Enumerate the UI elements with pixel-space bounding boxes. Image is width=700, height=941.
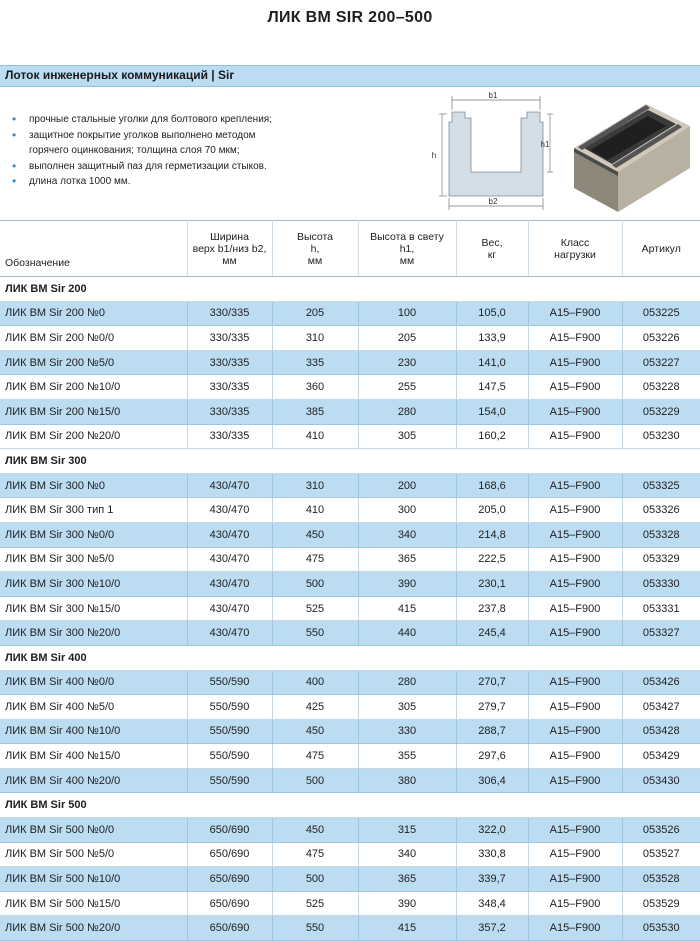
table-cell: 330: [358, 719, 456, 744]
table-cell: 425: [272, 695, 358, 720]
table-cell: 330/335: [187, 375, 272, 400]
table-cell: ЛИК ВМ Sir 200 №5/0: [0, 350, 187, 375]
table-cell: 200: [358, 473, 456, 498]
channel-cross-section-diagram: [425, 92, 557, 212]
table-cell: 245,4: [456, 621, 528, 646]
table-cell: 330/335: [187, 350, 272, 375]
table-cell: A15–F900: [528, 473, 622, 498]
table-cell: ЛИК ВМ Sir 400 №15/0: [0, 744, 187, 769]
table-cell: 306,4: [456, 768, 528, 793]
table-cell: 214,8: [456, 522, 528, 547]
table-cell: 410: [272, 424, 358, 449]
table-cell: ЛИК ВМ Sir 300 №10/0: [0, 572, 187, 597]
column-header-line: мм: [188, 255, 272, 267]
table-cell: 280: [358, 670, 456, 695]
table-cell: A15–F900: [528, 695, 622, 720]
table-row: [0, 498, 700, 523]
table-cell: 053527: [622, 842, 700, 867]
table-cell: 305: [358, 695, 456, 720]
table-cell: 330/335: [187, 326, 272, 351]
table-cell: 053226: [622, 326, 700, 351]
dim-b2-label: b2: [489, 197, 498, 206]
table-cell: 279,7: [456, 695, 528, 720]
table-cell: ЛИК ВМ Sir 200 №0/0: [0, 326, 187, 351]
table-cell: 400: [272, 670, 358, 695]
table-row: [0, 473, 700, 498]
column-header-line: Высота: [273, 231, 358, 243]
table-cell: 650/690: [187, 818, 272, 843]
table-cell: 053227: [622, 350, 700, 375]
table-row: [0, 867, 700, 892]
table-cell: 168,6: [456, 473, 528, 498]
table-cell: 450: [272, 522, 358, 547]
table-row: [0, 301, 700, 326]
table-cell: 340: [358, 842, 456, 867]
table-cell: 053430: [622, 768, 700, 793]
table-cell: 330/335: [187, 301, 272, 326]
table-cell: 053325: [622, 473, 700, 498]
table-cell: 415: [358, 596, 456, 621]
table-cell: 650/690: [187, 867, 272, 892]
table-cell: ЛИК ВМ Sir 500 №15/0: [0, 891, 187, 916]
table-cell: ЛИК ВМ Sir 300 тип 1: [0, 498, 187, 523]
table-cell: 053327: [622, 621, 700, 646]
table-cell: 430/470: [187, 498, 272, 523]
table-cell: 053428: [622, 719, 700, 744]
table-cell: 475: [272, 744, 358, 769]
table-cell: 053426: [622, 670, 700, 695]
table-cell: 310: [272, 473, 358, 498]
table-cell: 415: [358, 916, 456, 941]
table-cell: ЛИК ВМ Sir 400 №5/0: [0, 695, 187, 720]
table-cell: 310: [272, 326, 358, 351]
table-cell: A15–F900: [528, 547, 622, 572]
table-cell: 475: [272, 842, 358, 867]
column-header: [272, 221, 358, 277]
table-cell: 053429: [622, 744, 700, 769]
table-cell: ЛИК ВМ Sir 300 №5/0: [0, 547, 187, 572]
column-header: [187, 221, 272, 277]
table-cell: 339,7: [456, 867, 528, 892]
table-cell: 450: [272, 818, 358, 843]
table-cell: 650/690: [187, 842, 272, 867]
table-cell: 500: [272, 867, 358, 892]
table-row: [0, 596, 700, 621]
table-cell: 330/335: [187, 399, 272, 424]
group-title: ЛИК ВМ Sir 400: [0, 645, 700, 670]
table-cell: A15–F900: [528, 399, 622, 424]
table-cell: 053528: [622, 867, 700, 892]
table-cell: 550: [272, 916, 358, 941]
table-cell: 053326: [622, 498, 700, 523]
table-cell: 335: [272, 350, 358, 375]
table-cell: 053530: [622, 916, 700, 941]
table-row: [0, 621, 700, 646]
table-cell: 147,5: [456, 375, 528, 400]
column-header: [528, 221, 622, 277]
dim-h-label: h: [432, 151, 436, 160]
table-cell: 340: [358, 522, 456, 547]
table-cell: 053329: [622, 547, 700, 572]
table-cell: A15–F900: [528, 768, 622, 793]
section-band: [0, 65, 700, 87]
table-cell: A15–F900: [528, 818, 622, 843]
group-header-row: [0, 793, 700, 818]
table-cell: 053526: [622, 818, 700, 843]
table-cell: 550/590: [187, 695, 272, 720]
table-cell: 154,0: [456, 399, 528, 424]
table-cell: 385: [272, 399, 358, 424]
table-cell: 500: [272, 572, 358, 597]
table-cell: 205,0: [456, 498, 528, 523]
table-row: [0, 572, 700, 597]
table-cell: 390: [358, 891, 456, 916]
dim-b1-label: b1: [489, 92, 498, 100]
column-header: [456, 221, 528, 277]
table-cell: A15–F900: [528, 498, 622, 523]
column-header-line: Класс: [529, 237, 622, 249]
table-cell: 550/590: [187, 768, 272, 793]
table-cell: 550: [272, 621, 358, 646]
table-row: [0, 326, 700, 351]
table-cell: A15–F900: [528, 670, 622, 695]
table-cell: 297,6: [456, 744, 528, 769]
table-cell: ЛИК ВМ Sir 300 №0/0: [0, 522, 187, 547]
table-cell: 550/590: [187, 670, 272, 695]
table-cell: 380: [358, 768, 456, 793]
column-header-line: Высота в свету: [359, 231, 456, 243]
table-cell: 550/590: [187, 744, 272, 769]
table-cell: 525: [272, 596, 358, 621]
table-row: [0, 399, 700, 424]
group-title: ЛИК ВМ Sir 200: [0, 277, 700, 302]
table-cell: 357,2: [456, 916, 528, 941]
feature-item: • выполнен защитный паз для герметизации стыков.: [12, 159, 272, 175]
table-cell: ЛИК ВМ Sir 400 №10/0: [0, 719, 187, 744]
table-cell: 133,9: [456, 326, 528, 351]
table-cell: 410: [272, 498, 358, 523]
column-header-line: Ширина: [188, 231, 272, 243]
table-cell: A15–F900: [528, 744, 622, 769]
table-row: [0, 744, 700, 769]
column-header-line: h1,: [359, 243, 456, 255]
feature-list: [12, 112, 272, 190]
table-row: [0, 842, 700, 867]
table-cell: A15–F900: [528, 301, 622, 326]
column-header: [0, 221, 187, 277]
group-title: ЛИК ВМ Sir 300: [0, 449, 700, 474]
table-cell: 360: [272, 375, 358, 400]
table-row: [0, 891, 700, 916]
table-cell: 475: [272, 547, 358, 572]
table-cell: ЛИК ВМ Sir 400 №20/0: [0, 768, 187, 793]
table-cell: 222,5: [456, 547, 528, 572]
table-row: [0, 522, 700, 547]
column-header: [358, 221, 456, 277]
table-cell: A15–F900: [528, 842, 622, 867]
table-cell: 100: [358, 301, 456, 326]
group-title: ЛИК ВМ Sir 500: [0, 793, 700, 818]
table-cell: 160,2: [456, 424, 528, 449]
table-cell: A15–F900: [528, 867, 622, 892]
table-cell: 288,7: [456, 719, 528, 744]
group-header-row: [0, 449, 700, 474]
table-cell: 550/590: [187, 719, 272, 744]
table-cell: 270,7: [456, 670, 528, 695]
table-cell: 105,0: [456, 301, 528, 326]
table-cell: ЛИК ВМ Sir 200 №10/0: [0, 375, 187, 400]
table-cell: A15–F900: [528, 916, 622, 941]
table-cell: 280: [358, 399, 456, 424]
table-cell: 440: [358, 621, 456, 646]
table-row: [0, 350, 700, 375]
table-cell: ЛИК ВМ Sir 500 №20/0: [0, 916, 187, 941]
feature-item-continued: горячего оцинкования; толщина слоя 70 мкм;: [12, 143, 272, 159]
table-cell: 365: [358, 547, 456, 572]
table-row: [0, 818, 700, 843]
table-cell: ЛИК ВМ Sir 300 №0: [0, 473, 187, 498]
table-cell: 053328: [622, 522, 700, 547]
table-cell: 430/470: [187, 596, 272, 621]
table-cell: 450: [272, 719, 358, 744]
table-cell: 205: [358, 326, 456, 351]
column-header-line: Обозначение: [5, 257, 187, 269]
table-cell: A15–F900: [528, 719, 622, 744]
page-title: ЛИК ВМ SIR 200–500: [0, 9, 700, 27]
table-row: [0, 547, 700, 572]
column-header-line: Вес,: [457, 237, 528, 249]
section-band-label: Лоток инженерных коммуникаций | Sir: [5, 68, 234, 82]
table-row: [0, 768, 700, 793]
table-cell: 053330: [622, 572, 700, 597]
table-cell: ЛИК ВМ Sir 300 №20/0: [0, 621, 187, 646]
table-cell: 205: [272, 301, 358, 326]
feature-item: • длина лотка 1000 мм.: [12, 174, 272, 190]
column-header: [622, 221, 700, 277]
table-cell: A15–F900: [528, 375, 622, 400]
table-cell: 053228: [622, 375, 700, 400]
table-cell: 230: [358, 350, 456, 375]
table-cell: ЛИК ВМ Sir 300 №15/0: [0, 596, 187, 621]
column-header-line: мм: [359, 255, 456, 267]
table-cell: A15–F900: [528, 621, 622, 646]
table-cell: 430/470: [187, 572, 272, 597]
table-cell: 365: [358, 867, 456, 892]
table-cell: 053225: [622, 301, 700, 326]
table-cell: A15–F900: [528, 596, 622, 621]
table-row: [0, 670, 700, 695]
table-cell: ЛИК ВМ Sir 500 №5/0: [0, 842, 187, 867]
table-cell: 390: [358, 572, 456, 597]
table-cell: 330,8: [456, 842, 528, 867]
table-cell: 430/470: [187, 522, 272, 547]
column-header-line: Артикул: [623, 243, 700, 255]
table-row: [0, 916, 700, 941]
column-header-line: нагрузки: [529, 249, 622, 261]
table-cell: 300: [358, 498, 456, 523]
table-cell: 053230: [622, 424, 700, 449]
table-header-row: [0, 221, 700, 277]
table-cell: ЛИК ВМ Sir 200 №20/0: [0, 424, 187, 449]
group-header-row: [0, 277, 700, 302]
table-cell: 348,4: [456, 891, 528, 916]
table-cell: 525: [272, 891, 358, 916]
feature-item: • прочные стальные уголки для болтового крепления;: [12, 112, 272, 128]
table-cell: 230,1: [456, 572, 528, 597]
table-cell: 315: [358, 818, 456, 843]
column-header-line: h,: [273, 243, 358, 255]
column-header-line: мм: [273, 255, 358, 267]
table-row: [0, 719, 700, 744]
table-cell: ЛИК ВМ Sir 500 №10/0: [0, 867, 187, 892]
column-header-line: верх b1/низ b2,: [188, 243, 272, 255]
table-cell: 430/470: [187, 547, 272, 572]
table-cell: A15–F900: [528, 891, 622, 916]
table-cell: 053229: [622, 399, 700, 424]
table-cell: 141,0: [456, 350, 528, 375]
feature-item: • защитное покрытие уголков выполнено методом: [12, 128, 272, 144]
group-header-row: [0, 645, 700, 670]
table-cell: 255: [358, 375, 456, 400]
channel-product-image: [568, 96, 693, 214]
table-cell: 430/470: [187, 473, 272, 498]
table-row: [0, 424, 700, 449]
table-cell: 322,0: [456, 818, 528, 843]
table-cell: 053331: [622, 596, 700, 621]
table-row: [0, 695, 700, 720]
table-cell: ЛИК ВМ Sir 200 №0: [0, 301, 187, 326]
table-cell: A15–F900: [528, 572, 622, 597]
dim-h1-label: h1: [541, 140, 550, 149]
table-cell: 053529: [622, 891, 700, 916]
table-cell: ЛИК ВМ Sir 500 №0/0: [0, 818, 187, 843]
channel-specs-table: [0, 220, 700, 941]
table-cell: 650/690: [187, 891, 272, 916]
table-cell: A15–F900: [528, 424, 622, 449]
table-cell: A15–F900: [528, 326, 622, 351]
table-cell: A15–F900: [528, 522, 622, 547]
table-cell: 500: [272, 768, 358, 793]
table-cell: 330/335: [187, 424, 272, 449]
table-cell: ЛИК ВМ Sir 200 №15/0: [0, 399, 187, 424]
table-cell: 305: [358, 424, 456, 449]
table-cell: ЛИК ВМ Sir 400 №0/0: [0, 670, 187, 695]
table-cell: A15–F900: [528, 350, 622, 375]
column-header-line: кг: [457, 249, 528, 261]
table-cell: 430/470: [187, 621, 272, 646]
table-cell: 650/690: [187, 916, 272, 941]
table-cell: 053427: [622, 695, 700, 720]
table-row: [0, 375, 700, 400]
table-cell: 355: [358, 744, 456, 769]
table-cell: 237,8: [456, 596, 528, 621]
